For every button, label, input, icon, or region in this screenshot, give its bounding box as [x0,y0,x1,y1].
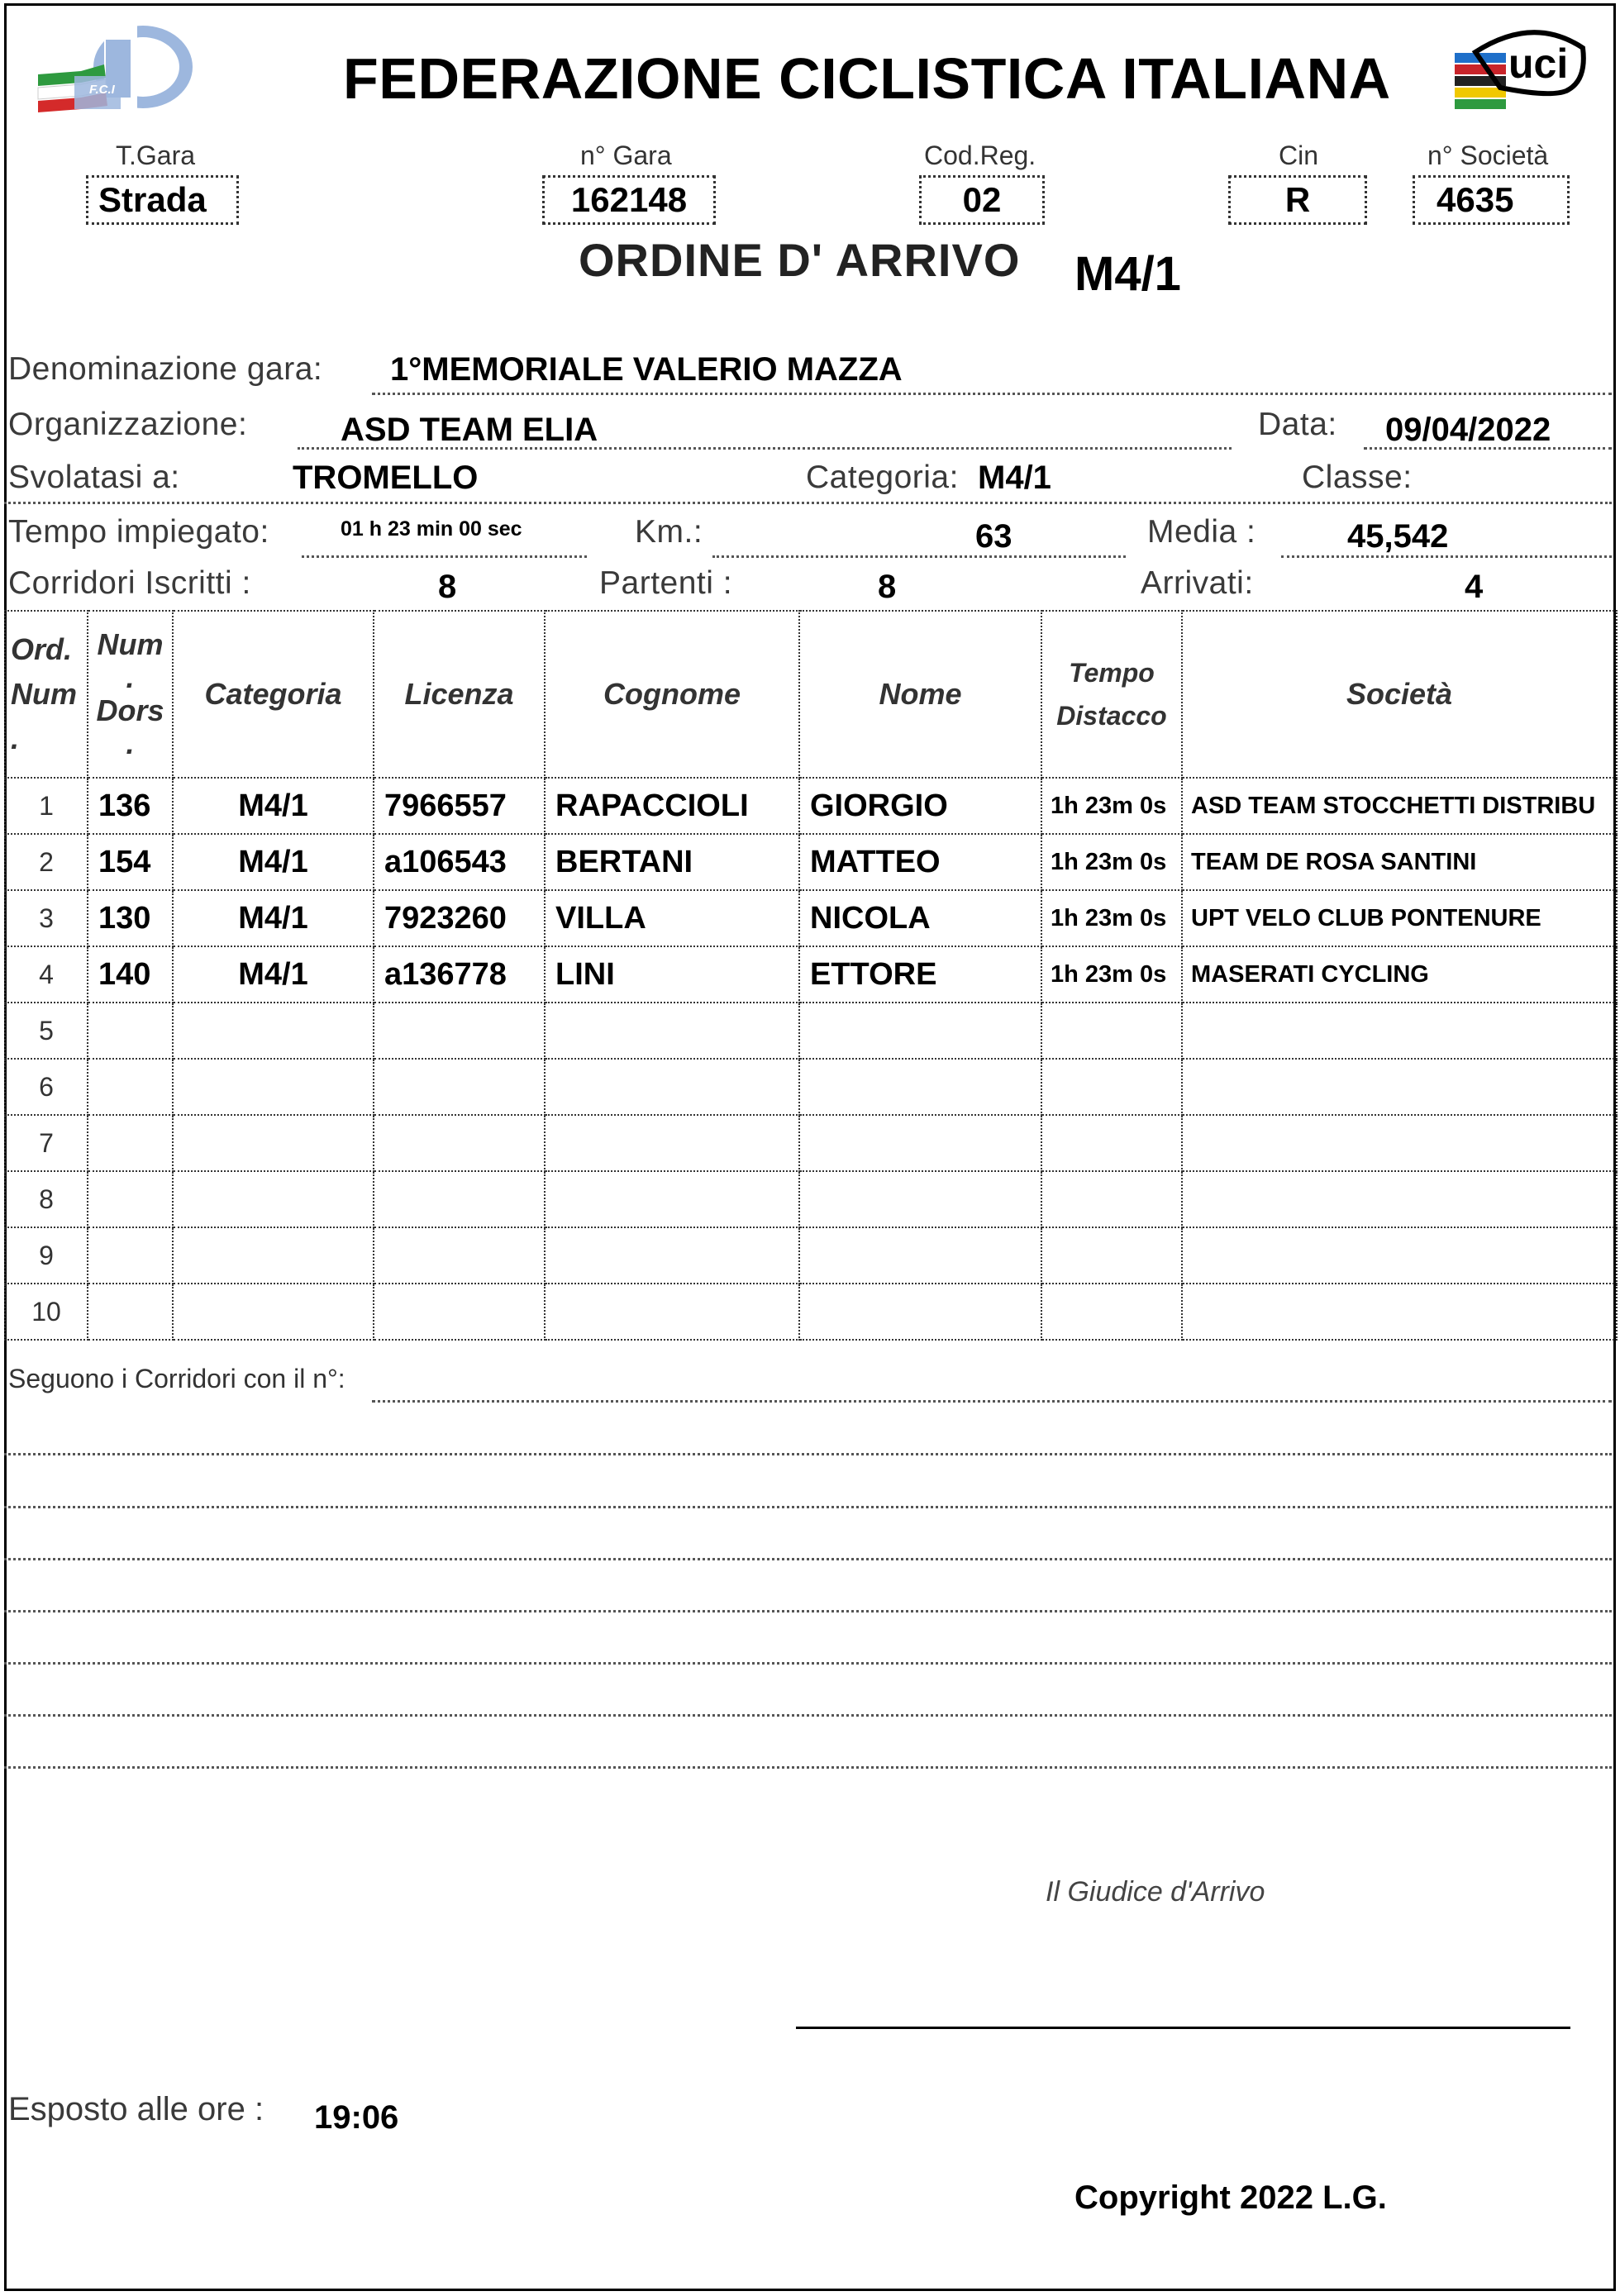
label-codreg: Cod.Reg. [924,141,1036,170]
cell-num [88,1003,173,1059]
cell-num [88,1059,173,1115]
km-line [712,555,1126,558]
cell-cat: M4/1 [173,890,374,946]
km-label: Km.: [635,514,703,550]
cell-societa: UPT VELO CLUB PONTENURE [1182,890,1617,946]
seguono-line [372,1400,1612,1403]
arrivati-value: 4 [1465,569,1484,605]
cell-tempo [1041,1003,1182,1059]
cell-lic: 7966557 [374,778,545,834]
cell-societa [1182,1115,1617,1171]
copyright: Copyright 2022 L.G. [1074,2179,1387,2216]
col-tempo-line2: Distacco [1056,701,1167,731]
iscritti-label: Corridori Iscritti : [8,565,251,601]
table-row [5,1115,1617,1171]
category-code: M4/1 [1074,247,1181,301]
col-tempo [1041,611,1182,778]
cell-ord: 10 [5,1284,88,1340]
cell-num: 154 [88,834,173,890]
cell-nome [799,1059,1041,1115]
data-value: 09/04/2022 [1385,412,1551,448]
cell-nome [799,1227,1041,1284]
uci-logo [1451,23,1591,114]
table-row [5,1003,1617,1059]
col-num-line3: Dors [96,693,164,727]
arrivati-label: Arrivati: [1141,565,1254,601]
cell-nome: GIORGIO [799,778,1041,834]
cell-tempo [1041,1115,1182,1171]
denominazione-line [372,393,1612,395]
col-num-line1: Num [97,627,164,661]
uci-logo-text: uci [1508,40,1569,87]
table-row [5,1227,1617,1284]
col-tempo-line1: Tempo [1069,658,1155,688]
cell-nome: ETTORE [799,946,1041,1003]
cell-cognome [545,1171,799,1227]
denominazione-value: 1°MEMORIALE VALERIO MAZZA [390,351,903,388]
tempo-label: Tempo impiegato: [8,514,269,550]
cell-tempo [1041,1059,1182,1115]
cell-cognome: BERTANI [545,834,799,890]
cell-nome [799,1171,1041,1227]
cell-cat [173,1003,374,1059]
cell-num: 136 [88,778,173,834]
label-tgara: T.Gara [116,141,196,170]
cell-tempo: 1h 23m 0s [1041,778,1182,834]
svolatasi-label: Svolatasi a: [8,460,180,495]
cell-cat [173,1171,374,1227]
label-cin: Cin [1279,141,1319,170]
cell-ord: 1 [5,778,88,834]
cell-cat: M4/1 [173,834,374,890]
cell-tempo [1041,1227,1182,1284]
table-row [5,1059,1617,1115]
cell-lic: a106543 [374,834,545,890]
cell-societa [1182,1227,1617,1284]
table-row [5,946,1617,1003]
table-row [5,1284,1617,1340]
cell-tempo: 1h 23m 0s [1041,834,1182,890]
table-row [5,890,1617,946]
cell-societa [1182,1003,1617,1059]
cell-ord: 9 [5,1227,88,1284]
follow-line-3 [4,1558,1612,1560]
cell-lic [374,1003,545,1059]
follow-line-7 [4,1766,1612,1769]
follow-line-2 [4,1506,1612,1508]
cell-nome: NICOLA [799,890,1041,946]
col-societa: Società [1182,611,1617,778]
follow-line-1 [4,1453,1612,1455]
denominazione-label: Denominazione gara: [8,351,323,387]
cell-cat: M4/1 [173,778,374,834]
cell-nome: MATTEO [799,834,1041,890]
categoria-label: Categoria: [806,460,959,495]
cell-societa [1182,1284,1617,1340]
cell-lic [374,1284,545,1340]
partenti-label: Partenti : [599,565,733,601]
value-nsocieta: 4635 [1413,175,1570,225]
seguono-label: Seguono i Corridori con il n°: [8,1364,345,1393]
cell-ord: 5 [5,1003,88,1059]
col-categoria: Categoria [173,611,374,778]
col-ord-line2: Num [11,677,77,711]
cell-cat [173,1227,374,1284]
page-title: FEDERAZIONE CICLISTICA ITALIANA [343,46,1391,111]
esposto-label: Esposto alle ore : [8,2091,264,2127]
media-value: 45,542 [1347,518,1449,555]
value-ngara: 162148 [542,175,716,225]
cell-num [88,1115,173,1171]
km-value: 63 [975,518,1012,555]
fci-logo-text: F.C.I [89,83,115,97]
follow-line-4 [4,1610,1612,1612]
cell-cat [173,1059,374,1115]
label-nsocieta: n° Società [1427,141,1549,170]
table-header-row [5,611,1617,778]
col-ord [5,611,88,778]
cell-societa: TEAM DE ROSA SANTINI [1182,834,1617,890]
cell-nome [799,1284,1041,1340]
col-cognome: Cognome [545,611,799,778]
cell-nome [799,1115,1041,1171]
cell-lic [374,1059,545,1115]
cell-cognome: LINI [545,946,799,1003]
value-codreg: 02 [919,175,1045,225]
tempo-line [302,555,587,558]
value-cin: R [1228,175,1367,225]
cell-ord: 2 [5,834,88,890]
col-num-line4: . [126,726,135,760]
results-table [4,610,1618,1341]
cell-ord: 6 [5,1059,88,1115]
cell-cognome: VILLA [545,890,799,946]
cell-ord: 4 [5,946,88,1003]
table-row [5,1171,1617,1227]
cell-cognome [545,1115,799,1171]
esposto-value: 19:06 [314,2099,399,2136]
media-line [1281,555,1612,558]
cell-cognome: RAPACCIOLI [545,778,799,834]
cell-cat [173,1284,374,1340]
cell-tempo: 1h 23m 0s [1041,946,1182,1003]
data-label: Data: [1258,407,1337,442]
cell-cognome [545,1284,799,1340]
data-line [1364,447,1612,450]
cell-num: 140 [88,946,173,1003]
doc-title: ORDINE D' ARRIVO [579,234,1021,286]
cell-cognome [545,1003,799,1059]
cell-ord: 8 [5,1171,88,1227]
col-nome: Nome [799,611,1041,778]
table-row [5,834,1617,890]
cell-num [88,1171,173,1227]
cell-cognome [545,1059,799,1115]
cell-societa: MASERATI CYCLING [1182,946,1617,1003]
col-licenza: Licenza [374,611,545,778]
cell-tempo [1041,1171,1182,1227]
cell-lic: 7923260 [374,890,545,946]
cell-lic [374,1227,545,1284]
partenti-value: 8 [878,569,897,605]
organizzazione-value: ASD TEAM ELIA [341,412,598,448]
cell-lic [374,1115,545,1171]
results-body [5,778,1617,1340]
classe-label: Classe: [1302,460,1413,495]
cell-cognome [545,1227,799,1284]
signature-line [796,2027,1570,2029]
cell-num: 130 [88,890,173,946]
cell-societa [1182,1171,1617,1227]
cell-societa: ASD TEAM STOCCHETTI DISTRIBU [1182,778,1617,834]
value-tgara: Strada [86,175,239,225]
label-ngara: n° Gara [580,141,672,170]
col-ord-line1: Ord. [11,632,73,666]
cell-ord: 3 [5,890,88,946]
cell-tempo: 1h 23m 0s [1041,890,1182,946]
categoria-value: M4/1 [978,460,1051,496]
fci-logo [31,23,201,114]
cell-lic [374,1171,545,1227]
cell-num [88,1284,173,1340]
col-num-dors [88,611,173,778]
cell-nome [799,1003,1041,1059]
organizzazione-line [298,447,1232,450]
organizzazione-label: Organizzazione: [8,407,248,442]
cell-societa [1182,1059,1617,1115]
svolatasi-line [4,502,1612,504]
follow-line-6 [4,1714,1612,1717]
cell-tempo [1041,1284,1182,1340]
col-ord-line3: . [11,722,20,755]
table-row [5,778,1617,834]
iscritti-value: 8 [438,569,457,605]
cell-num [88,1227,173,1284]
svolatasi-value: TROMELLO [293,460,479,496]
media-label: Media : [1147,514,1256,550]
cell-cat [173,1115,374,1171]
cell-ord: 7 [5,1115,88,1171]
tempo-value: 01 h 23 min 00 sec [341,517,522,541]
giudice-label: Il Giudice d'Arrivo [1046,1876,1265,1908]
cell-cat: M4/1 [173,946,374,1003]
cell-lic: a136778 [374,946,545,1003]
col-num-line2: . [126,660,135,694]
follow-line-5 [4,1662,1612,1665]
